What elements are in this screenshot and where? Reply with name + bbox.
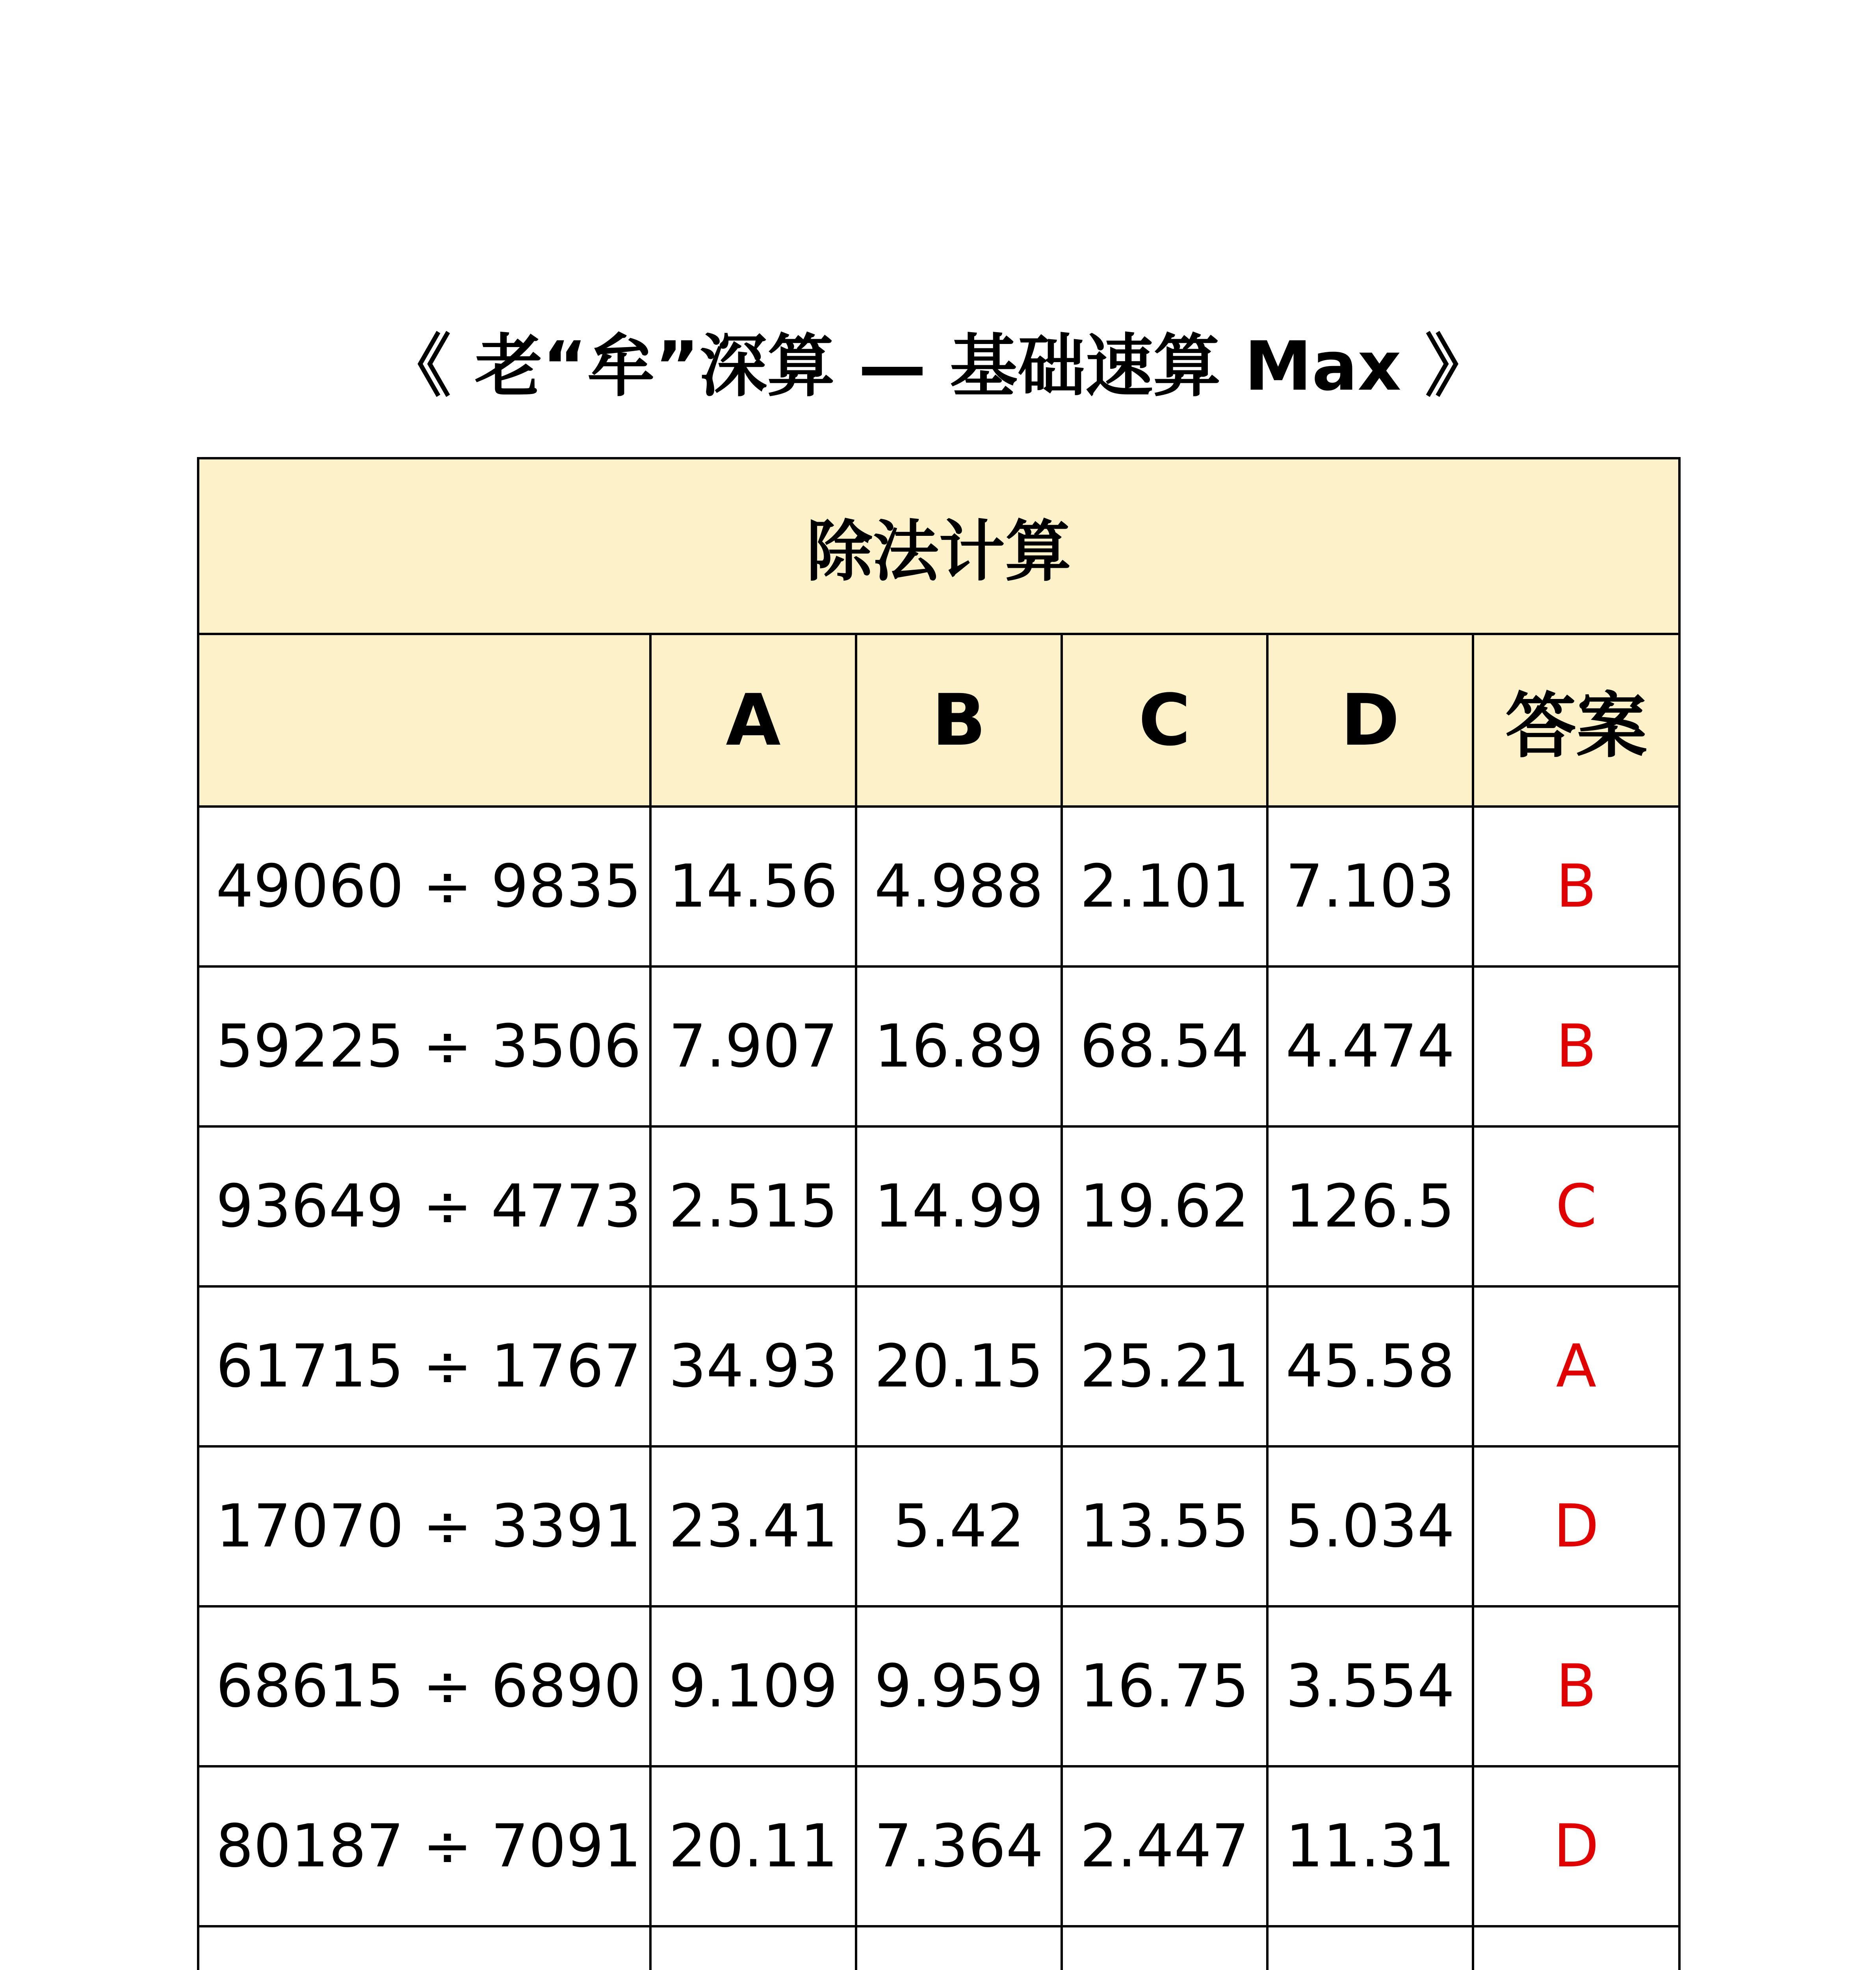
division-table: [197, 457, 1681, 1970]
option-a-cell: 2.515: [650, 1126, 856, 1286]
page-title: 《 老“牟”深算 — 基础速算 Max 》: [383, 327, 1493, 406]
option-d-cell: 5.034: [1267, 1446, 1473, 1606]
table-row: [198, 1606, 1679, 1766]
table-row: [198, 1926, 1679, 1970]
problem-cell: 49060 ÷ 9835: [198, 807, 650, 966]
option-d-cell: 7.103: [1267, 807, 1473, 966]
problem-cell: 61715 ÷ 1767: [198, 1286, 650, 1446]
answer-cell: B: [1473, 966, 1679, 1126]
problem-cell: 17070 ÷ 3391: [198, 1446, 650, 1606]
option-b-cell: 16.89: [856, 966, 1062, 1126]
problem-cell: [198, 1926, 650, 1970]
answer-cell: D: [1473, 1446, 1679, 1606]
column-header-c: C: [1062, 634, 1267, 807]
answer-cell: B: [1473, 1606, 1679, 1766]
option-b-cell: 9.959: [856, 1606, 1062, 1766]
option-d-cell: 126.5: [1267, 1126, 1473, 1286]
column-header-row: [198, 634, 1679, 807]
option-b-cell: [856, 1926, 1062, 1970]
option-a-cell: 34.93: [650, 1286, 856, 1446]
option-b-cell: 7.364: [856, 1766, 1062, 1926]
option-a-cell: 14.56: [650, 807, 856, 966]
table-row: [198, 1446, 1679, 1606]
option-c-cell: 2.447: [1062, 1766, 1267, 1926]
option-b-cell: 20.15: [856, 1286, 1062, 1446]
answer-cell: C: [1473, 1126, 1679, 1286]
option-c-cell: [1062, 1926, 1267, 1970]
option-a-cell: 9.109: [650, 1606, 856, 1766]
answer-cell: A: [1473, 1286, 1679, 1446]
option-a-cell: 20.11: [650, 1766, 856, 1926]
problem-cell: 80187 ÷ 7091: [198, 1766, 650, 1926]
option-c-cell: 68.54: [1062, 966, 1267, 1126]
problem-cell: 59225 ÷ 3506: [198, 966, 650, 1126]
column-header-a: A: [650, 634, 856, 807]
option-d-cell: 45.58: [1267, 1286, 1473, 1446]
problem-cell: 68615 ÷ 6890: [198, 1606, 650, 1766]
option-a-cell: 7.907: [650, 966, 856, 1126]
table-row: [198, 1766, 1679, 1926]
section-title: 除法计算: [198, 458, 1679, 634]
table-row: [198, 1286, 1679, 1446]
answer-cell: [1473, 1926, 1679, 1970]
column-header-b: B: [856, 634, 1062, 807]
option-a-cell: 23.41: [650, 1446, 856, 1606]
option-c-cell: 2.101: [1062, 807, 1267, 966]
option-d-cell: 4.474: [1267, 966, 1473, 1126]
column-header-d: D: [1267, 634, 1473, 807]
option-c-cell: 19.62: [1062, 1126, 1267, 1286]
option-a-cell: [650, 1926, 856, 1970]
option-b-cell: 5.42: [856, 1446, 1062, 1606]
table-row: [198, 1126, 1679, 1286]
answer-cell: D: [1473, 1766, 1679, 1926]
option-d-cell: [1267, 1926, 1473, 1970]
option-d-cell: 3.554: [1267, 1606, 1473, 1766]
column-header-answer: 答案: [1473, 634, 1679, 807]
option-c-cell: 25.21: [1062, 1286, 1267, 1446]
option-c-cell: 16.75: [1062, 1606, 1267, 1766]
column-header-problem: [198, 634, 650, 807]
option-b-cell: 14.99: [856, 1126, 1062, 1286]
answer-cell: B: [1473, 807, 1679, 966]
option-d-cell: 11.31: [1267, 1766, 1473, 1926]
option-b-cell: 4.988: [856, 807, 1062, 966]
table-row: [198, 807, 1679, 966]
table-row: [198, 966, 1679, 1126]
option-c-cell: 13.55: [1062, 1446, 1267, 1606]
problem-cell: 93649 ÷ 4773: [198, 1126, 650, 1286]
